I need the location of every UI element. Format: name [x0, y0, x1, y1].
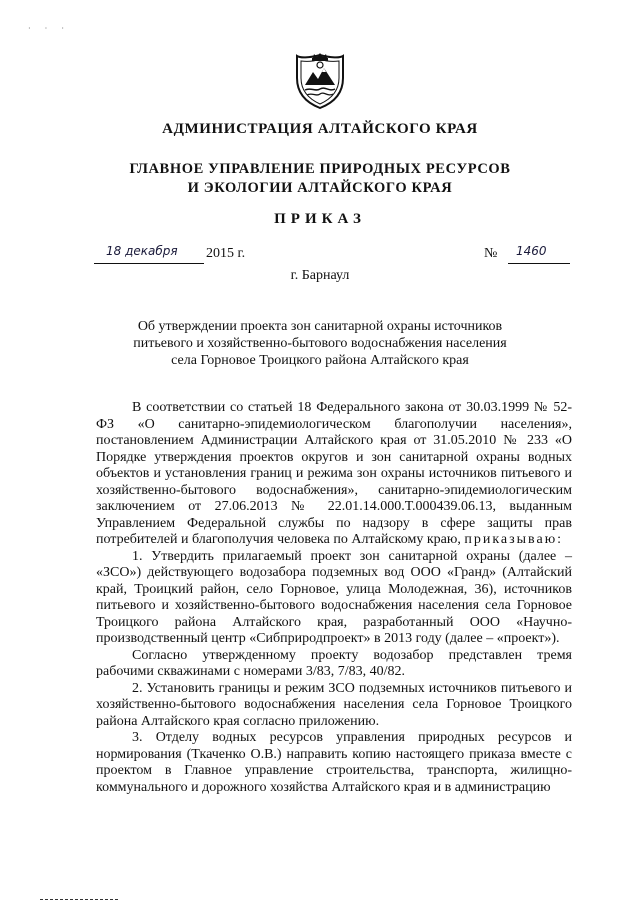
handwritten-date: 18 декабря [106, 244, 178, 258]
document-type-title: ПРИКАЗ [274, 211, 366, 227]
subject-line-2: питьевого и хозяйственно-бытового водоснабжения населения [133, 336, 507, 351]
city: г. Барнаул [290, 268, 350, 283]
preamble-text: В соответствии со статьей 18 Федерального закона от 30.03.1999 № 52-ФЗ «О санитарно-эпидемиологическом благополучии населения», постановлением Администрации Алтайского края от 31.05.2010 № 233 «О Порядке утверждения проектов округов и зон санитарной охраны водных объектов и установления границ и режима зон охраны источников питьевого и хозяйственно-бытового водоснабжения», санитарно-эпидемиологическим заключением от 27.06.2013 № 22.01.14.000.Т.000439.06.13, выданным Управлением Федеральной службы по надзору в сфере защиты прав потребителей и благополучия человека по Алтайскому краю, [96, 400, 572, 547]
number-sign: № [484, 246, 498, 261]
organization-name: АДМИНИСТРАЦИЯ АЛТАЙСКОГО КРАЯ [162, 121, 478, 137]
department-name-line-1: ГЛАВНОЕ УПРАВЛЕНИЕ ПРИРОДНЫХ РЕСУРСОВ [129, 161, 511, 177]
subject-line-3: села Горновое Троицкого района Алтайского края [171, 353, 469, 368]
item-1-note-paragraph: Согласно утвержденному проекту водозабор представлен тремя рабочими скважинами с номерами 3/83, 7/83, 40/82. [96, 647, 572, 679]
preamble-paragraph [96, 400, 572, 549]
scan-marks: · · · [28, 24, 70, 33]
item-2-paragraph: 2. Установить границы и режим ЗСО подземных источников питьевого и хозяйственно-бытового водоснабжения населения села Горновое Троицкого района Алтайского края согласно приложению. [96, 680, 572, 729]
order-subject [0, 318, 640, 369]
order-body [96, 400, 572, 796]
subject-line-1: Об утверждении проекта зон санитарной охраны источников [137, 319, 503, 334]
number-field [508, 246, 570, 264]
item-1-paragraph: 1. Утвердить прилагаемый проект зон санитарной охраны (далее – «ЗСО») действующего водозабора подземных вод ООО «Гранд» (Алтайский край, Троицкий район, село Горновое, улица Молодежная, 36), источников питьевого и хозяйственно-бытового водоснабжения населения села Горновое Троицкого района Алтайского края, разработанный ООО «Научно-производственный центр «Сибприродпроект» в 2013 году (далее – «проект»). [96, 548, 572, 646]
handwritten-number: 1460 [516, 244, 547, 258]
date-number-row [94, 246, 570, 266]
date-year: 2015 г. [206, 246, 246, 261]
footnote-separator [40, 899, 118, 900]
order-word: приказываю: [464, 532, 564, 547]
department-name [0, 160, 640, 198]
department-name-line-2: И ЭКОЛОГИИ АЛТАЙСКОГО КРАЯ [187, 180, 453, 196]
date-field [94, 246, 204, 264]
item-3-paragraph: 3. Отделу водных ресурсов управления природных ресурсов и нормирования (Ткаченко О.В.) направить копию настоящего приказа вместе с проектом в Главное управление строительства, транспорта, жилищно-коммунального и дорожного хозяйства Алтайского края и в администрацию [96, 730, 572, 795]
coat-of-arms-emblem [291, 52, 349, 110]
